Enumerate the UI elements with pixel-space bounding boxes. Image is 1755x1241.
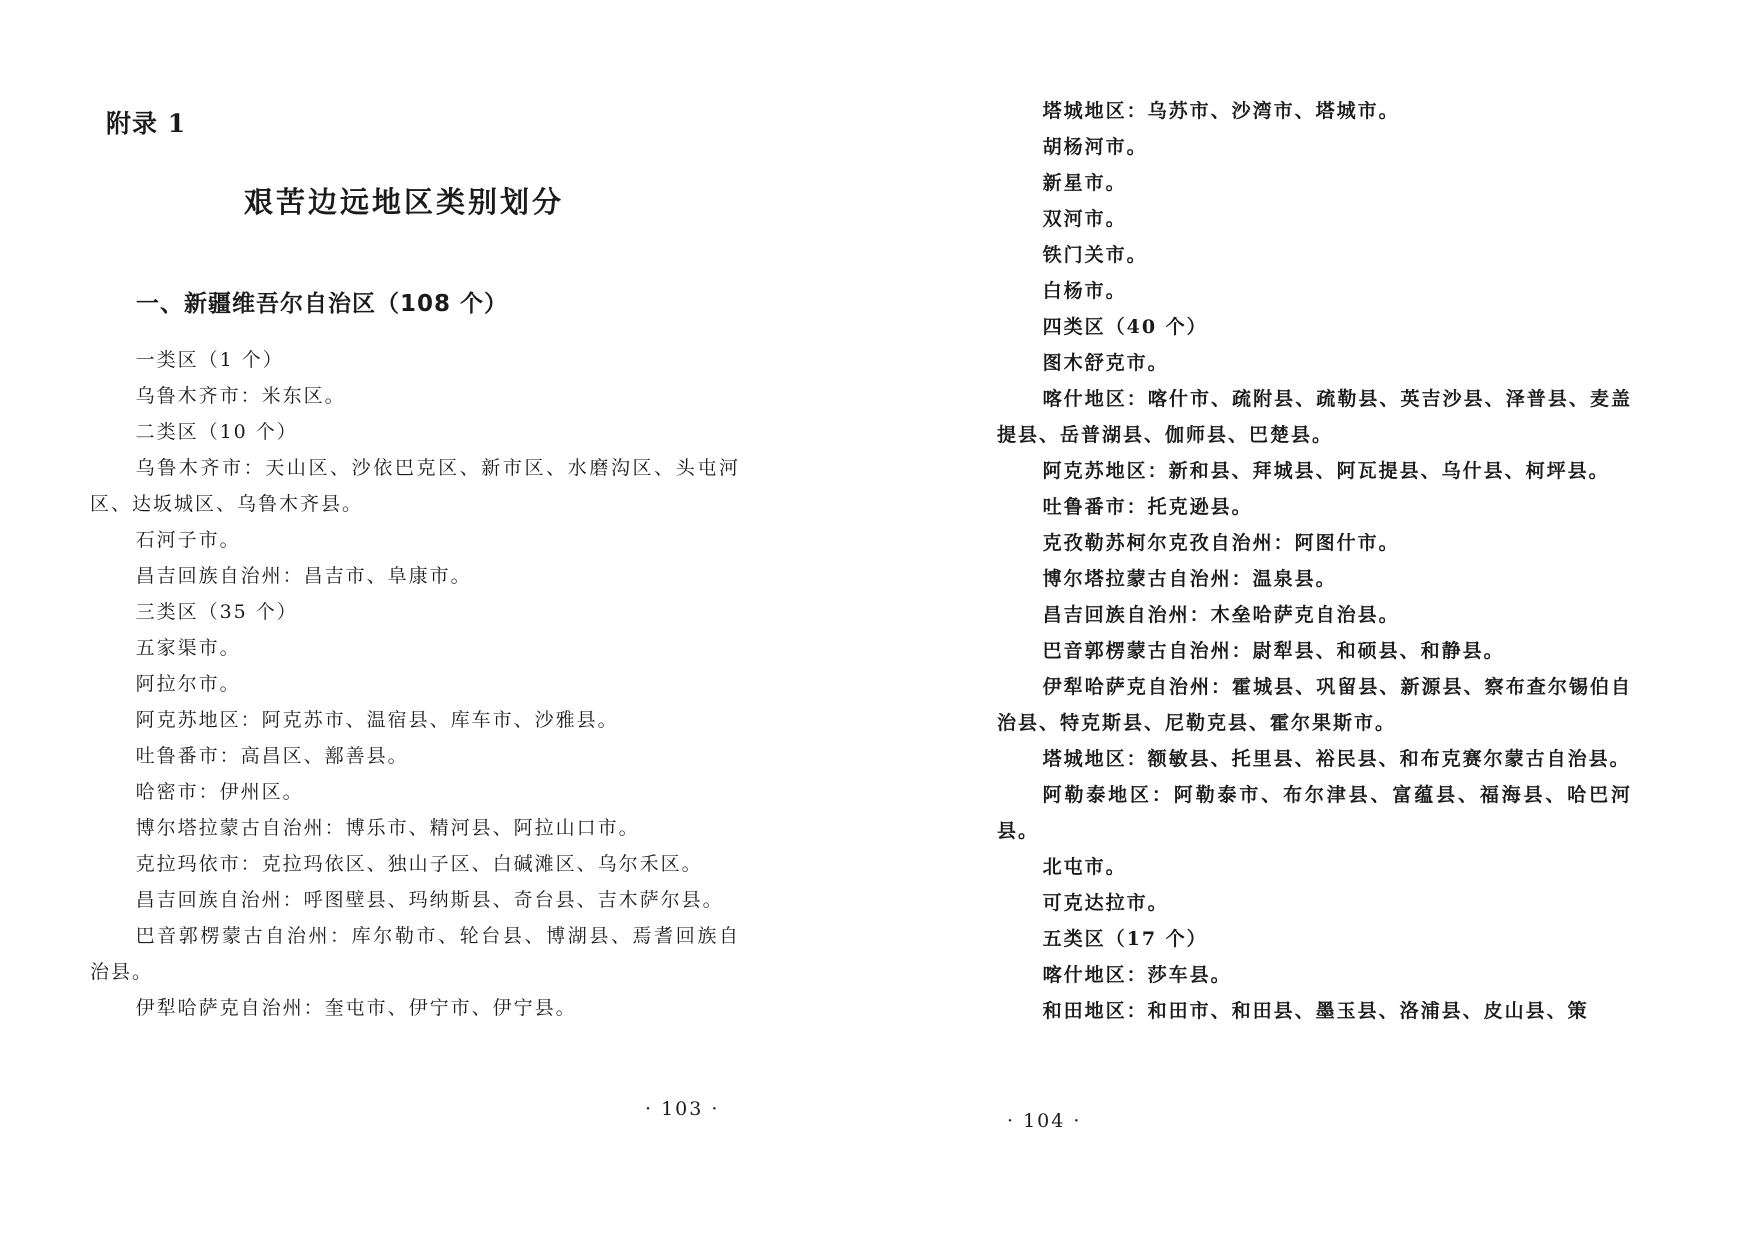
page-number-right: · 104 · (1007, 1110, 1082, 1132)
paragraph: 一类区（1 个） (135, 349, 284, 371)
paragraph: 塔城地区：乌苏市、沙湾市、塔城市。 (1042, 100, 1400, 122)
paragraph: 吐鲁番市：高昌区、鄯善县。 (135, 745, 409, 767)
section-heading: 一、新疆维吾尔自治区（108 个） (136, 291, 509, 317)
paragraph: 吐鲁番市：托克逊县。 (1042, 496, 1253, 518)
paragraph: 白杨市。 (1042, 280, 1127, 302)
left-page (0, 0, 877, 1241)
paragraph: 昌吉回族自治州：木垒哈萨克自治县。 (1042, 604, 1400, 626)
paragraph: 伊犁哈萨克自治州：霍城县、巩留县、新源县、察布查尔锡伯自治县、特克斯县、尼勒克县、霍尔果斯市。 (997, 676, 1632, 734)
paragraph: 克孜勒苏柯尔克孜自治州：阿图什市。 (1042, 532, 1400, 554)
paragraph: 图木舒克市。 (1042, 352, 1169, 374)
paragraph: 塔城地区：额敏县、托里县、裕民县、和布克赛尔蒙古自治县。 (1042, 748, 1631, 770)
paragraph: 四类区（40 个） (1042, 316, 1208, 338)
paragraph: 石河子市。 (135, 529, 241, 551)
paragraph: 胡杨河市。 (1042, 136, 1148, 158)
paragraph: 哈密市：伊州区。 (135, 781, 304, 803)
paragraph: 可克达拉市。 (1042, 892, 1169, 914)
paragraph: 博尔塔拉蒙古自治州：温泉县。 (1042, 568, 1337, 590)
paragraph: 伊犁哈萨克自治州：奎屯市、伊宁市、伊宁县。 (135, 997, 577, 1019)
paragraph: 巴音郭楞蒙古自治州：库尔勒市、轮台县、博湖县、焉耆回族自治县。 (90, 925, 740, 983)
paragraph: 阿勒泰地区：阿勒泰市、布尔津县、富蕴县、福海县、哈巴河县。 (997, 784, 1632, 842)
paragraph: 铁门关市。 (1042, 244, 1148, 266)
paragraph: 二类区（10 个） (135, 421, 298, 443)
paragraph: 五家渠市。 (135, 637, 241, 659)
paragraph: 北屯市。 (1042, 856, 1127, 878)
document-title: 艰苦边远地区类别划分 (244, 185, 565, 219)
paragraph: 三类区（35 个） (135, 601, 298, 623)
paragraph: 乌鲁木齐市：米东区。 (135, 385, 346, 407)
paragraph: 新星市。 (1042, 172, 1127, 194)
paragraph: 博尔塔拉蒙古自治州：博乐市、精河县、阿拉山口市。 (135, 817, 640, 839)
left-paragraph-list (90, 342, 740, 1026)
paragraph: 昌吉回族自治州：呼图壁县、玛纳斯县、奇台县、吉木萨尔县。 (135, 889, 724, 911)
paragraph: 阿克苏地区：新和县、拜城县、阿瓦提县、乌什县、柯坪县。 (1042, 460, 1610, 482)
paragraph: 阿克苏地区：阿克苏市、温宿县、库车市、沙雅县。 (135, 709, 619, 731)
right-page (877, 0, 1755, 1241)
paragraph: 喀什地区：莎车县。 (1042, 964, 1232, 986)
paragraph: 和田地区：和田市、和田县、墨玉县、洛浦县、皮山县、策 (1042, 1000, 1589, 1022)
paragraph: 克拉玛依市：克拉玛依区、独山子区、白碱滩区、乌尔禾区。 (135, 853, 703, 875)
page-number-left: · 103 · (645, 1098, 720, 1120)
paragraph: 巴音郭楞蒙古自治州：尉犁县、和硕县、和静县。 (1042, 640, 1505, 662)
right-paragraph-list (997, 93, 1632, 1029)
paragraph: 乌鲁木齐市：天山区、沙依巴克区、新市区、水磨沟区、头屯河区、达坂城区、乌鲁木齐县。 (90, 457, 740, 515)
paragraph: 阿拉尔市。 (135, 673, 241, 695)
paragraph: 昌吉回族自治州：昌吉市、阜康市。 (135, 565, 472, 587)
paragraph: 喀什地区：喀什市、疏附县、疏勒县、英吉沙县、泽普县、麦盖提县、岳普湖县、伽师县、巴楚县。 (997, 388, 1632, 446)
appendix-label: 附录 1 (106, 109, 187, 138)
paragraph: 五类区（17 个） (1042, 928, 1208, 950)
paragraph: 双河市。 (1042, 208, 1127, 230)
